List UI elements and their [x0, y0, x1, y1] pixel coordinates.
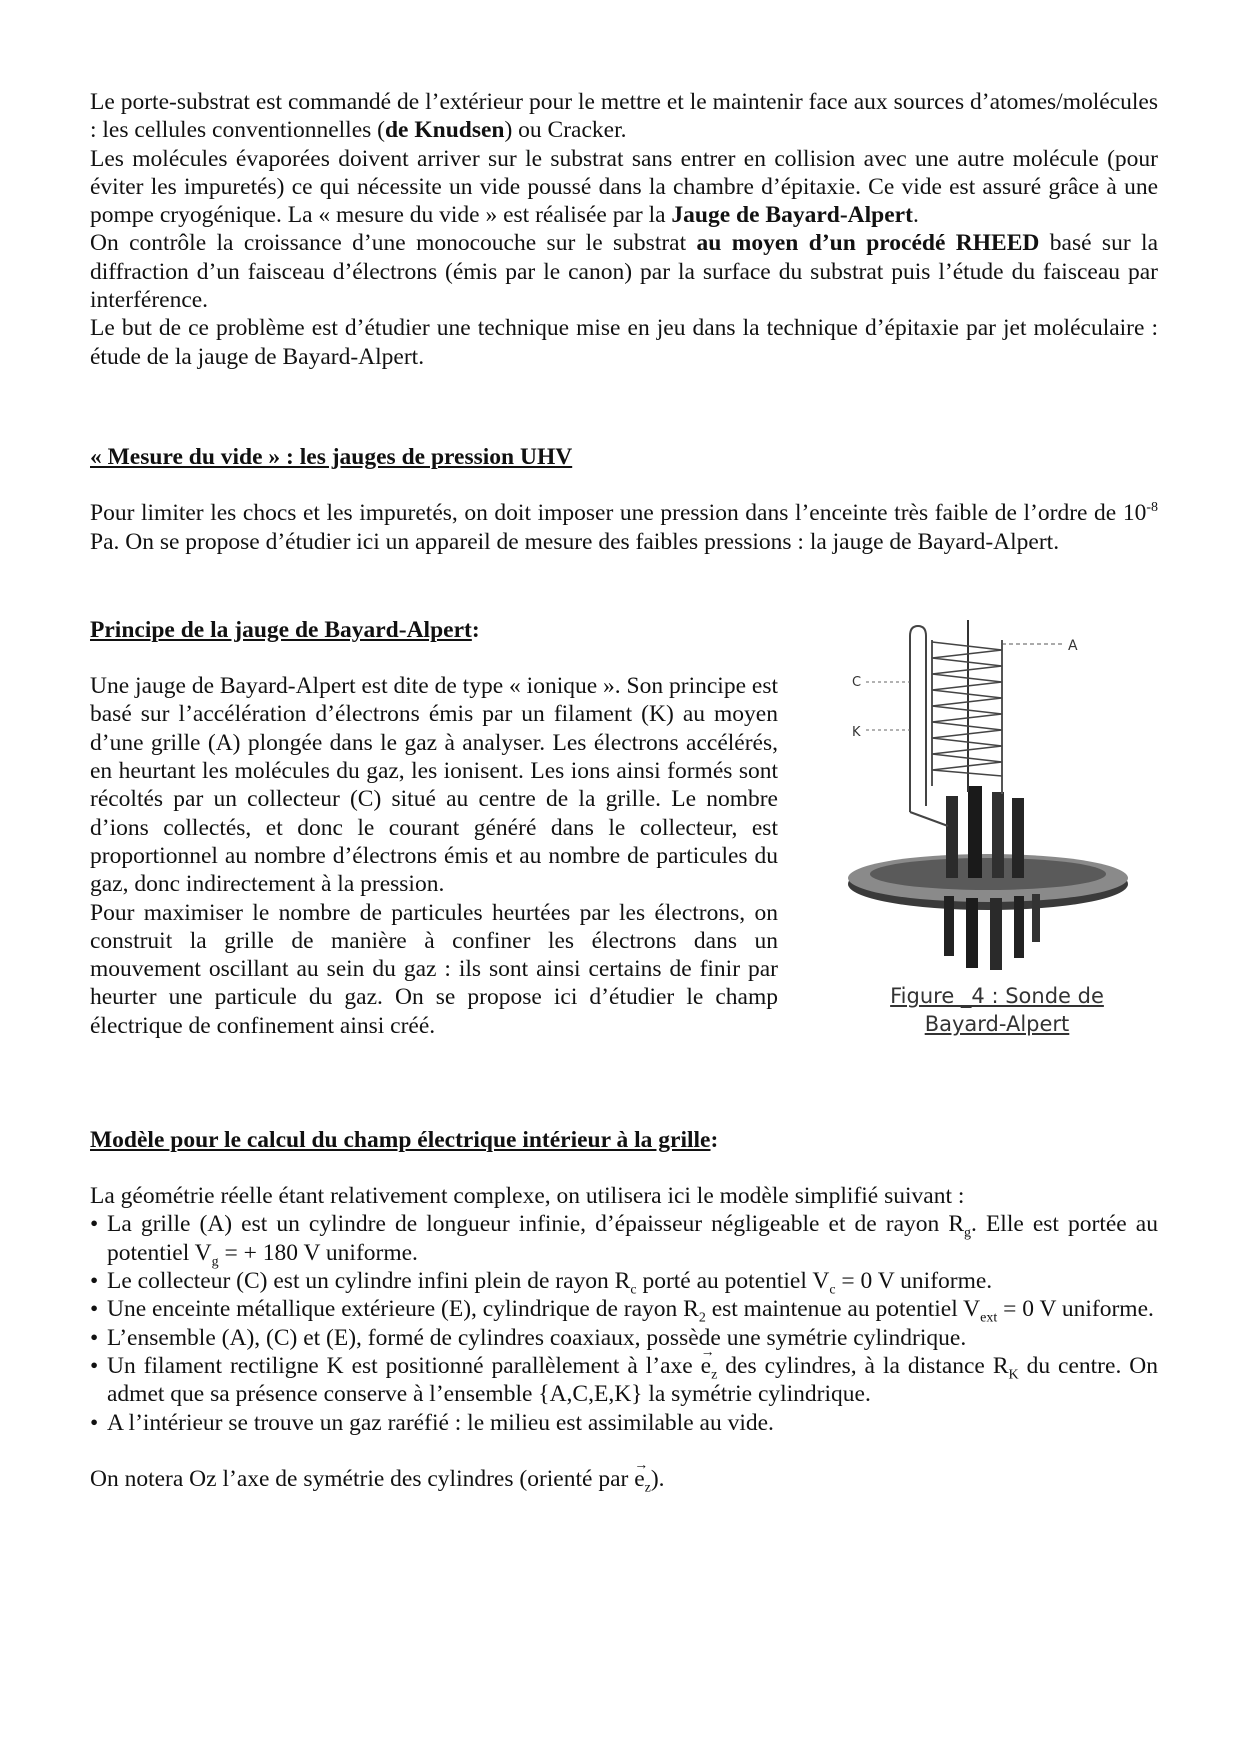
section-heading-model: Modèle pour le calcul du champ électrique intérieur à la grille: [90, 1126, 719, 1153]
post [992, 792, 1004, 878]
intro-paragraph-3: On contrôle la croissance d’une monocouche sur le substrat au moyen d’un procédé RHEED basé sur la diffraction d’un faisceau d’électrons (émis par le canon) par la surface du substrat puis l’étude du faisceau par interférence. [90, 230, 1159, 314]
principle-text-column [90, 616, 778, 1040]
model-assumptions-list [90, 1210, 1158, 1436]
list-item: • La grille (A) est un cylindre de longueur infinie, d’épaisseur négligeable et de rayon $R_g$. Elle est portée au potentiel $V_g$ = + 180 V uniforme. [90, 1210, 1158, 1267]
model-intro: La géométrie réelle étant relativement complexe, on utilisera ici le modèle simplifié suivant : [90, 1183, 965, 1210]
intro-paragraph-4: Le but de ce problème est d’étudier une technique mise en jeu dans la technique d’épitaxie par jet moléculaire : étude de la jauge de Bayard-Alpert. [90, 315, 1158, 370]
list-item: • Une enceinte métallique extérieure (E), cylindrique de rayon $R_2$ est maintenue au potentiel $V_{ext} = 0$ V uniforme. [90, 1295, 1158, 1323]
principle-section [90, 616, 1158, 1066]
label-a: A [1068, 637, 1078, 654]
section-heading-principle: Principe de la jauge de Bayard-Alpert: [90, 616, 480, 643]
label-c: C [852, 674, 862, 690]
pin [990, 898, 1002, 970]
section-heading-vacuum: « Mesure du vide » : les jauges de pression UHV [90, 443, 573, 470]
base-flange-inner [870, 858, 1106, 890]
post [1012, 798, 1024, 878]
section-vacuum-body: Pour limiter les chocs et les impuretés, on doit imposer une pression dans l’enceinte très faible de l’ordre de $10^{-8}$ Pa. On se propose d’étudier ici un appareil de mesure des faibles pressions : la jauge de Bayard-Alpert. [90, 500, 1158, 555]
vector-ez: → e [701, 1352, 711, 1380]
principle-paragraph-1: Une jauge de Bayard-Alpert est dite de type « ionique ». Son principe est basé sur l’accélération d’électrons émis par un filament (K) au moyen d’une grille (A) plongée dans le gaz à analyser. Les électrons accélérés, en heurtant les molécules du gaz, les ionisent. Les ions ainsi formés sont récoltés par un collecteur (C) situé au centre de la grille. Le nombre d’ions collectés, et donc le courant généré dans le collecteur, est proportionnel au nombre d’électrons émis et au nombre de particules du gaz, donc indirectement à la pression. [90, 673, 778, 898]
document-page [90, 88, 1159, 1496]
pin [1014, 896, 1024, 958]
intro-paragraph-1: Le porte-substrat est commandé de l’extérieur pour le mettre et le maintenir face aux sources d’atomes/molécules : les cellules conventionnelles (de Knudsen) ou Cracker. [90, 89, 1158, 144]
pin [966, 898, 978, 968]
post [968, 786, 982, 878]
figure-bayard-alpert-probe [836, 616, 1158, 1038]
figure-caption: Figure _4 : Sonde de Bayard-Alpert [890, 983, 1104, 1036]
pin [1032, 894, 1040, 942]
model-closing: On notera Oz l’axe de symétrie des cylindres (orienté par → $e_z$). [90, 1465, 1158, 1493]
principle-paragraph-2: Pour maximiser le nombre de particules heurtées par les électrons, on construit la grille de manière à confiner les électrons dans un mouvement oscillant au sein du gaz : ils sont ainsi certains de finir par heurter une particule du gaz. On se propose ici d’étudier le champ électrique de confinement ainsi créé. [90, 899, 778, 1039]
intro-paragraph-2: Les molécules évaporées doivent arriver sur le substrat sans entrer en collision avec une autre molécule (pour éviter les impuretés) ce qui nécessite un vide poussé dans la chambre d’épitaxie. Ce vide est assuré grâce à une pompe cryogénique. La « mesure du vide » est réalisée par la Jauge de Bayard-Alpert. [90, 145, 1158, 229]
list-item: • Un filament rectiligne K est positionné parallèlement à l’axe → $e_z$ des cylindres, à la distance $R_K$ du centre. On admet que sa présence conserve à l’ensemble {A,C,E,K} la symétrie cylindrique. [90, 1352, 1158, 1409]
list-item: • L’ensemble (A), (C) et (E), formé de cylindres coaxiaux, possède une symétrie cylindrique. [90, 1324, 1158, 1352]
filament [910, 626, 926, 812]
list-item: • A l’intérieur se trouve un gaz raréfié : le milieu est assimilable au vide. [90, 1409, 1158, 1437]
post [946, 796, 958, 878]
label-k: K [852, 724, 861, 740]
list-item: • Le collecteur (C) est un cylindre infini plein de rayon $R_c$ porté au potentiel $V_c = 0$ V uniforme. [90, 1267, 1158, 1295]
pin [944, 896, 954, 956]
probe-illustration [836, 616, 1158, 978]
vector-ez: → e [634, 1465, 644, 1493]
